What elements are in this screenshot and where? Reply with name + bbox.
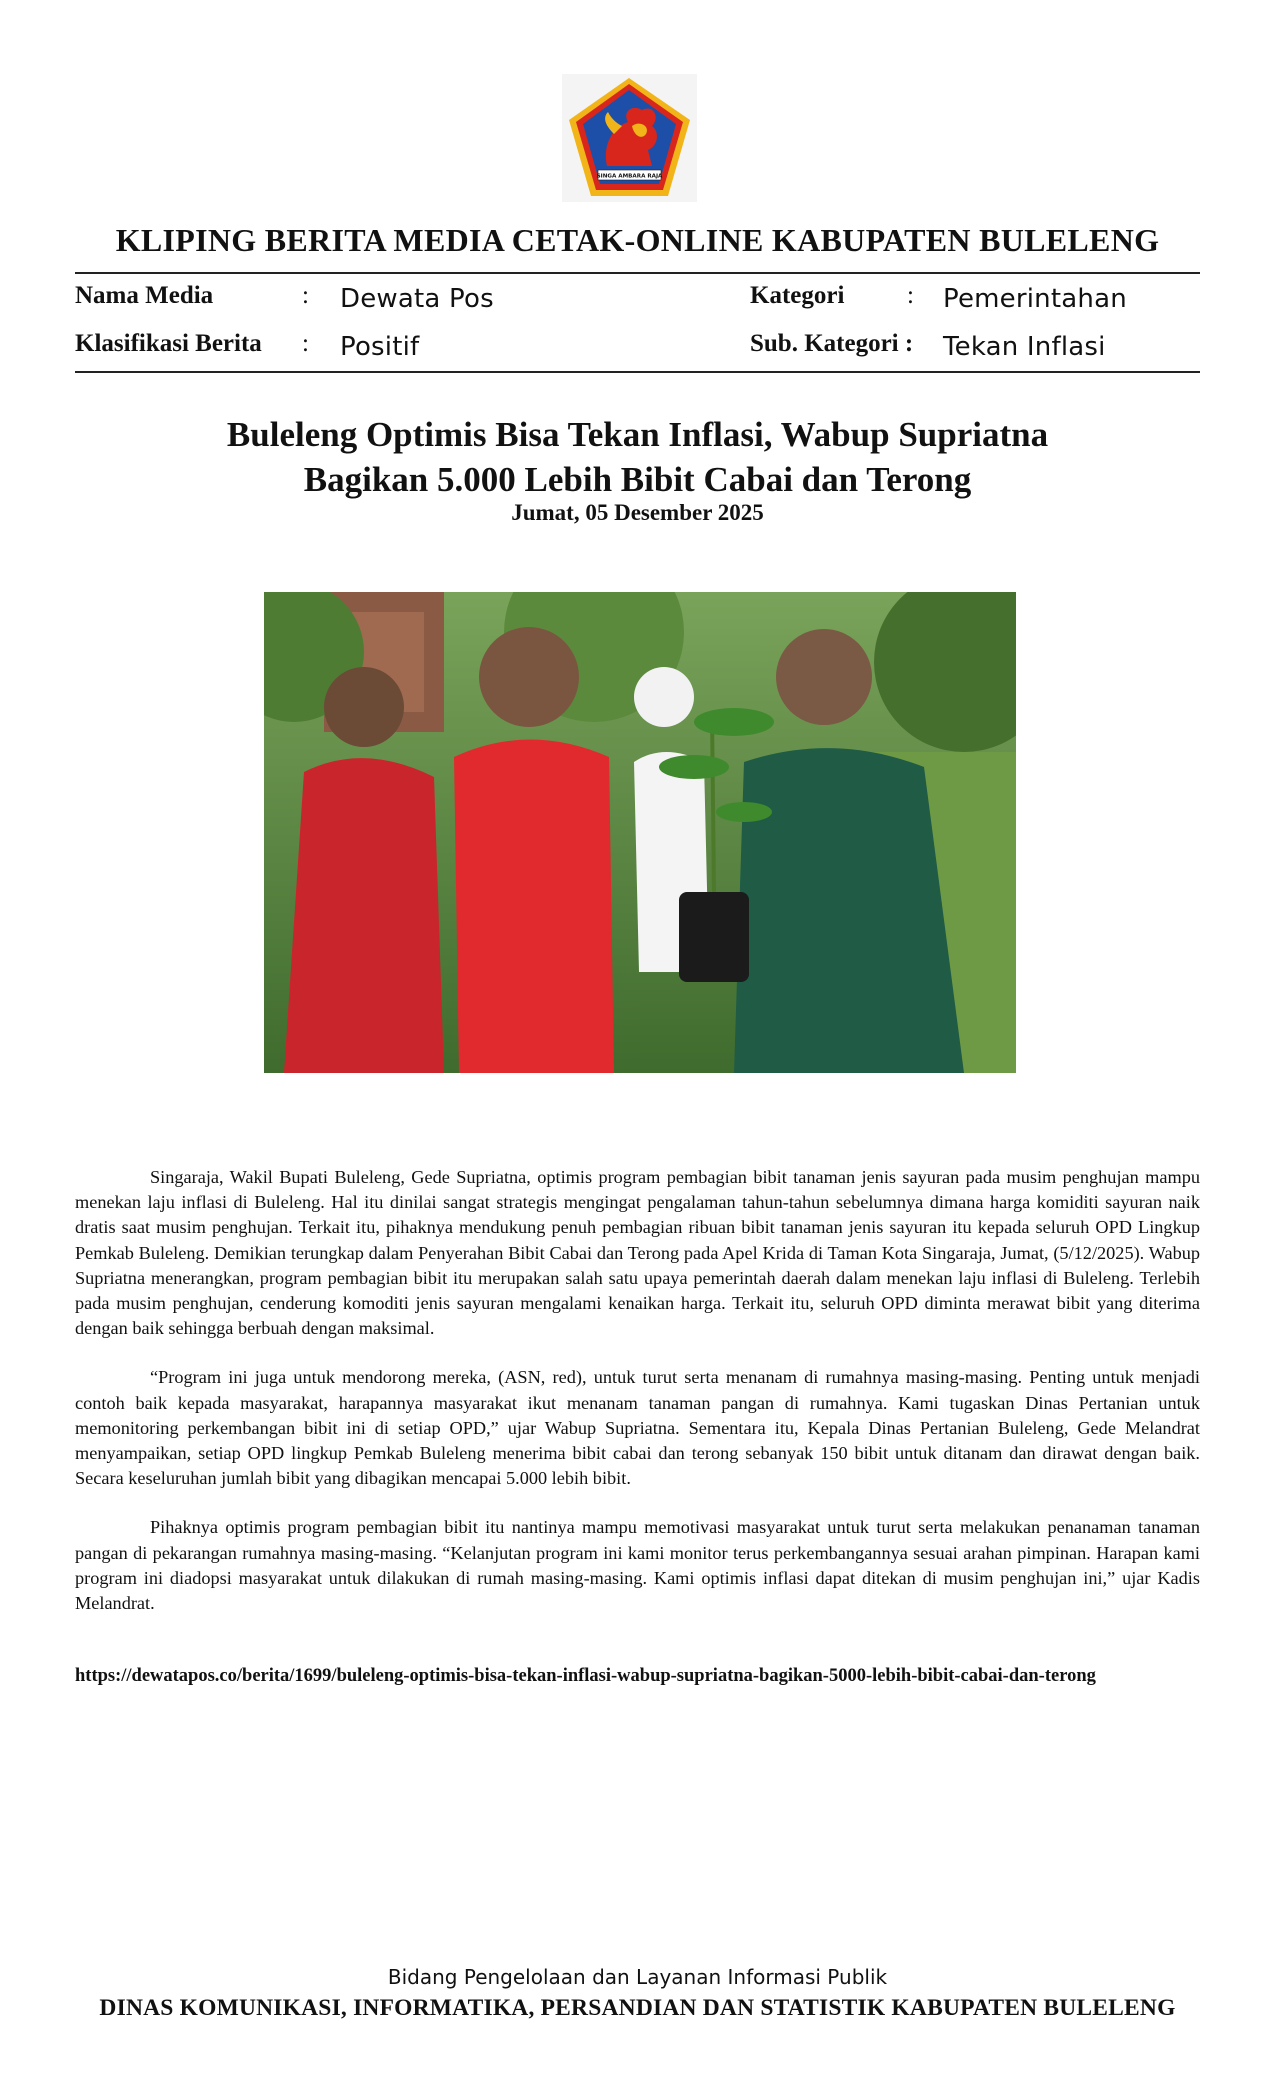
source-url-link[interactable]: https://dewatapos.co/berita/1699/buleleng-optimis-bisa-tekan-inflasi-wabup-supriatna-bagikan-5000-lebih-bibit-cabai-dan-terong: [75, 1666, 1096, 1686]
klasifikasi-label: Klasifikasi Berita: [75, 330, 262, 357]
klasifikasi-value: Positif: [340, 332, 420, 362]
article-photo: [264, 592, 1016, 1073]
header-divider-bottom: [75, 371, 1200, 373]
page-heading: KLIPING BERITA MEDIA CETAK-ONLINE KABUPATEN BULELENG: [115, 222, 1160, 258]
article-paragraph-1: Singaraja, Wakil Bupati Buleleng, Gede Supriatna, optimis program pembagian bibit tanaman jenis sayuran pada musim penghujan mampu menekan laju inflasi di Buleleng. Hal itu dinilai sangat strategis mengingat pengalaman tahun-tahun sebelumnya dimana harga komiditi sayuran naik dratis saat musim penghujan. Terkait itu, pihaknya mendukung penuh pembagian ribuan bibit tanaman jenis sayuran itu kepada seluruh OPD Lingkup Pemkab Buleleng. Demikian terungkap dalam Penyerahan Bibit Cabai dan Terong pada Apel Krida di Taman Kota Singaraja, Jumat, (5/12/2025). Wabup Supriatna menerangkan, program pembagian bibit itu merupakan salah satu upaya pemerintah daerah dalam menekan laju inflasi di Buleleng. Terlebih pada musim penghujan, cenderung komoditi jenis sayuran mengalami kenaikan harga. Terkait itu, seluruh OPD diminta merawat bibit yang diterima dengan baik sehingga berbuah dengan maksimal.: [75, 1167, 1200, 1339]
article-title-line1: Buleleng Optimis Bisa Tekan Inflasi, Wabup Supriatna: [226, 415, 1049, 454]
seedling-handover-photo: [264, 592, 1016, 1073]
header-divider-top: [75, 272, 1200, 274]
article-body: [75, 1165, 1200, 1640]
article-title-line2: Bagikan 5.000 Lebih Bibit Cabai dan Terong: [303, 460, 972, 499]
emblem-motto: SINGA AMBARA RAJA: [596, 173, 663, 180]
buleleng-emblem-logo: [562, 74, 697, 202]
article-date: Jumat, 05 Desember 2025: [511, 500, 764, 525]
media-colon: :: [302, 282, 309, 309]
emblem-icon: [562, 74, 697, 202]
footer-department: Bidang Pengelolaan dan Layanan Informasi Publik: [387, 1965, 888, 1989]
kategori-value: Pemerintahan: [943, 284, 1127, 314]
media-label: Nama Media: [75, 282, 214, 309]
article-paragraph-3: Pihaknya optimis program pembagian bibit itu nantinya mampu memotivasi masyarakat untuk turut serta melakukan penanaman tanaman pangan di pekarangan rumahnya masing-masing. “Kelanjutan program ini kami monitor terus perkembangannya sesuai arahan pimpinan. Harapan kami program ini diadopsi masyarakat untuk dilakukan di rumah masing-masing. Kami optimis inflasi dapat ditekan di musim penghujan ini,” ujar Kadis Melandrat.: [75, 1517, 1200, 1614]
footer-agency: DINAS KOMUNIKASI, INFORMATIKA, PERSANDIAN DAN STATISTIK KABUPATEN BULELENG: [99, 1995, 1176, 2021]
media-value: Dewata Pos: [340, 284, 494, 314]
kategori-colon: :: [907, 282, 914, 309]
klasifikasi-colon: :: [302, 330, 309, 357]
article-paragraph-2: “Program ini juga untuk mendorong mereka, (ASN, red), untuk turut serta menanam di rumahnya masing-masing. Penting untuk menjadi contoh baik kepada masyarakat, harapannya masyarakat ikut menanam tanaman pangan di rumahnya. Kami tugaskan Dinas Pertanian untuk memonitoring perkembangan bibit ini di setiap OPD,” ujar Wabup Supriatna. Sementara itu, Kepala Dinas Pertanian Buleleng, Gede Melandrat menyampaikan, setiap OPD lingkup Pemkab Buleleng menerima bibit cabai dan terong sebanyak 150 bibit untuk ditanam dan dirawat dengan baik. Secara keseluruhan jumlah bibit yang dibagikan mencapai 5.000 lebih bibit.: [75, 1367, 1200, 1489]
subkategori-label: Sub. Kategori :: [750, 330, 914, 357]
subkategori-value: Tekan Inflasi: [943, 332, 1106, 362]
kategori-label: Kategori: [750, 282, 845, 309]
